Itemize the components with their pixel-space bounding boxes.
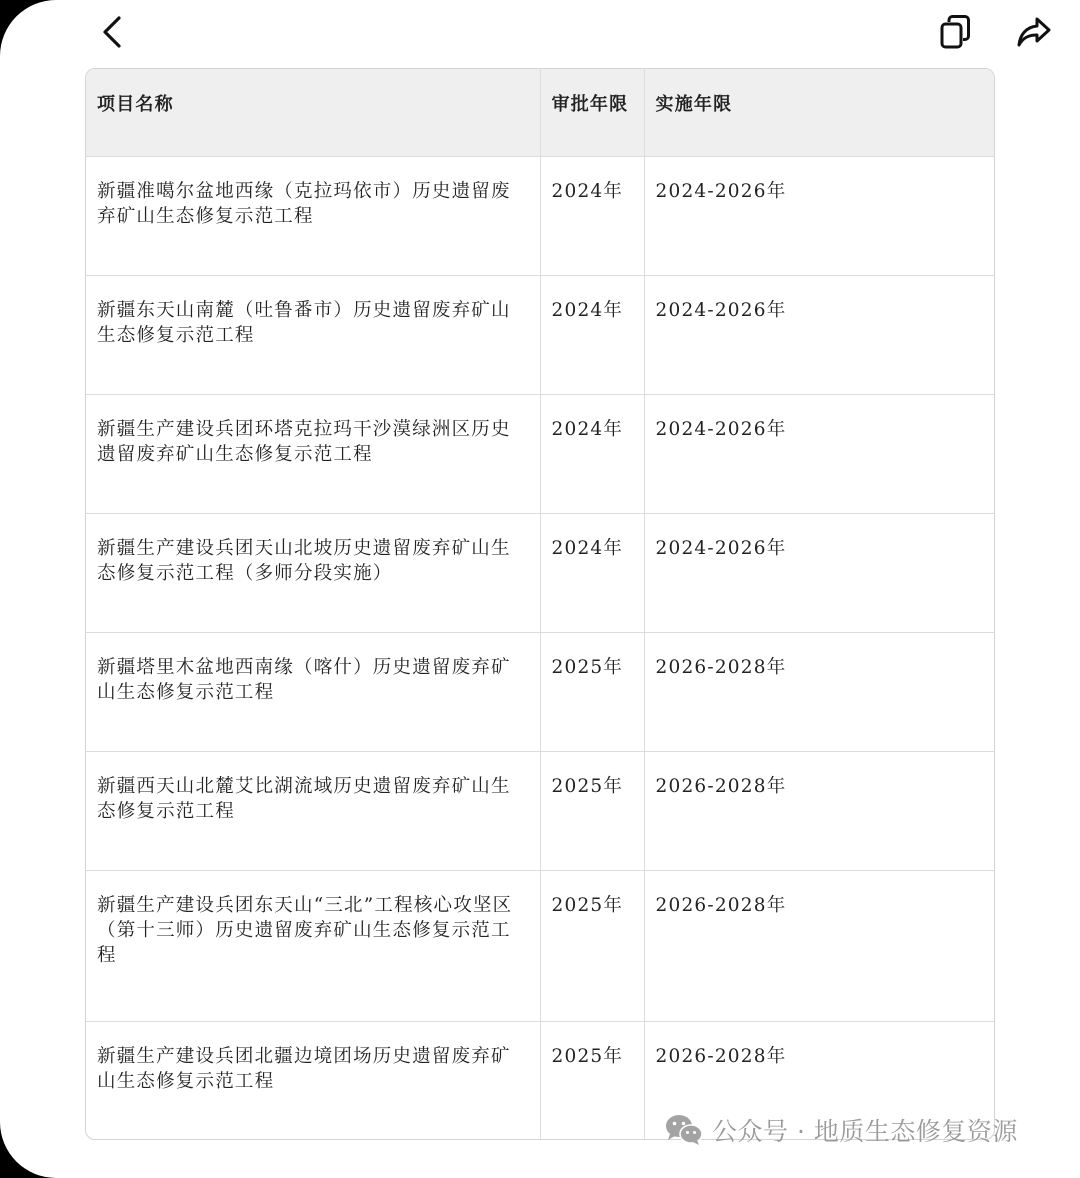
cell-approval-year: 2024年 bbox=[540, 513, 644, 632]
share-button[interactable] bbox=[1012, 10, 1056, 54]
cell-approval-year: 2025年 bbox=[540, 1021, 644, 1140]
copy-button[interactable] bbox=[934, 10, 978, 54]
cell-implementation-period: 2026-2028年 bbox=[644, 870, 994, 1021]
wechat-icon bbox=[664, 1113, 704, 1147]
table-row bbox=[86, 275, 994, 394]
cell-implementation-period: 2024-2026年 bbox=[644, 394, 994, 513]
cell-project-name: 新疆生产建设兵团天山北坡历史遗留废弃矿山生态修复示范工程（多师分段实施） bbox=[86, 513, 540, 632]
header-implementation-period: 实施年限 bbox=[644, 69, 994, 156]
back-button[interactable] bbox=[90, 10, 134, 54]
table-row bbox=[86, 632, 994, 751]
cell-approval-year: 2024年 bbox=[540, 156, 644, 275]
header-approval-year: 审批年限 bbox=[540, 69, 644, 156]
table-row bbox=[86, 870, 994, 1021]
cell-project-name: 新疆生产建设兵团北疆边境团场历史遗留废弃矿山生态修复示范工程 bbox=[86, 1021, 540, 1140]
header-project-name: 项目名称 bbox=[86, 69, 540, 156]
cell-approval-year: 2024年 bbox=[540, 275, 644, 394]
cell-approval-year: 2025年 bbox=[540, 870, 644, 1021]
cell-project-name: 新疆东天山南麓（吐鲁番市）历史遗留废弃矿山生态修复示范工程 bbox=[86, 275, 540, 394]
cell-project-name: 新疆西天山北麓艾比湖流域历史遗留废弃矿山生态修复示范工程 bbox=[86, 751, 540, 870]
cell-approval-year: 2025年 bbox=[540, 632, 644, 751]
cell-implementation-period: 2024-2026年 bbox=[644, 156, 994, 275]
watermark-text: 公众号 · 地质生态修复资源 bbox=[712, 1117, 1018, 1146]
cell-approval-year: 2025年 bbox=[540, 751, 644, 870]
share-arrow-icon bbox=[1015, 15, 1053, 49]
table-row bbox=[86, 751, 994, 870]
top-toolbar bbox=[0, 0, 1080, 64]
cell-implementation-period: 2024-2026年 bbox=[644, 513, 994, 632]
copy-icon bbox=[938, 13, 974, 51]
cell-project-name: 新疆生产建设兵团东天山“三北”工程核心攻坚区（第十三师）历史遗留废弃矿山生态修复示范工程 bbox=[86, 870, 540, 1021]
cell-implementation-period: 2026-2028年 bbox=[655, 1045, 787, 1067]
table-header-row bbox=[86, 69, 994, 156]
project-table bbox=[85, 68, 995, 1140]
cell-implementation-period: 2026-2028年 bbox=[644, 632, 994, 751]
cell-project-name: 新疆塔里木盆地西南缘（喀什）历史遗留废弃矿山生态修复示范工程 bbox=[86, 632, 540, 751]
cell-project-name: 新疆生产建设兵团环塔克拉玛干沙漠绿洲区历史遗留废弃矿山生态修复示范工程 bbox=[86, 394, 540, 513]
table-row bbox=[86, 513, 994, 632]
table-row bbox=[86, 394, 994, 513]
watermark bbox=[664, 1110, 1018, 1150]
table-row bbox=[86, 156, 994, 275]
cell-implementation-period: 2026-2028年 bbox=[644, 751, 994, 870]
chevron-left-icon bbox=[98, 14, 126, 50]
cell-project-name: 新疆准噶尔盆地西缘（克拉玛依市）历史遗留废弃矿山生态修复示范工程 bbox=[86, 156, 540, 275]
cell-implementation-period: 2024-2026年 bbox=[644, 275, 994, 394]
cell-approval-year: 2024年 bbox=[540, 394, 644, 513]
